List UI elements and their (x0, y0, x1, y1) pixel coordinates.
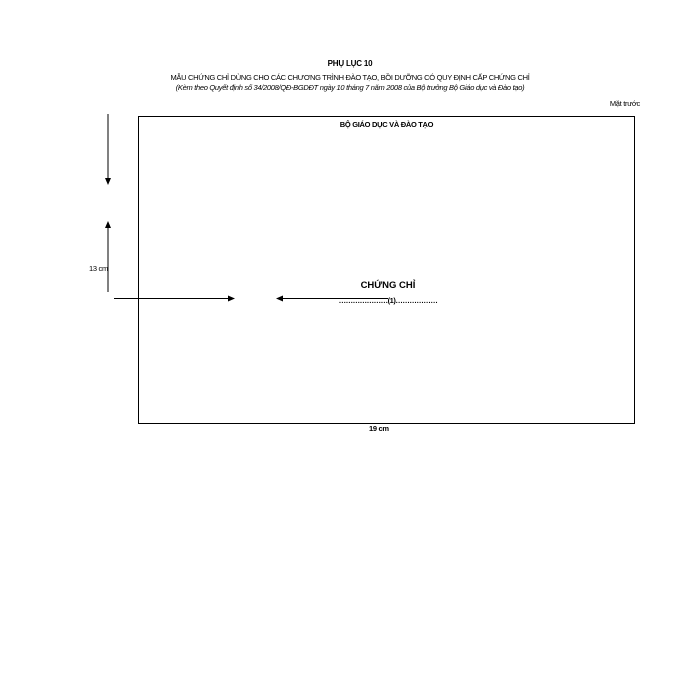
form-subtitle: (Kèm theo Quyết định số 34/2008/QĐ-BGDĐT ngày 10 tháng 7 năm 2008 của Bộ trưởng Bộ Giáo dục và Đào tạo) (175, 83, 525, 92)
height-dimension-label: 13 cm (89, 264, 108, 273)
form-title: MẪU CHỨNG CHỈ DÙNG CHO CÁC CHƯƠNG TRÌNH ĐÀO TẠO, BỒI DƯỠNG CÓ QUY ĐỊNH CẤP CHỨNG CHỈ (170, 73, 530, 82)
appendix-title: PHỤ LỤC 10 (327, 59, 373, 68)
width-dimension-label: 19 cm (369, 424, 389, 433)
height-arrow-bottom-icon (105, 221, 111, 292)
height-arrow-top-icon (105, 114, 111, 185)
ministry-name: BỘ GIÁO DỤC VÀ ĐÀO TẠO (339, 120, 434, 129)
certificate-placeholder: …………………(1)……………… (338, 296, 438, 305)
width-arrow-right-icon (276, 296, 388, 302)
width-arrow-left-icon (114, 296, 235, 302)
certificate-heading: CHỨNG CHỈ (360, 280, 416, 291)
front-side-label: Mặt trước (609, 99, 640, 108)
